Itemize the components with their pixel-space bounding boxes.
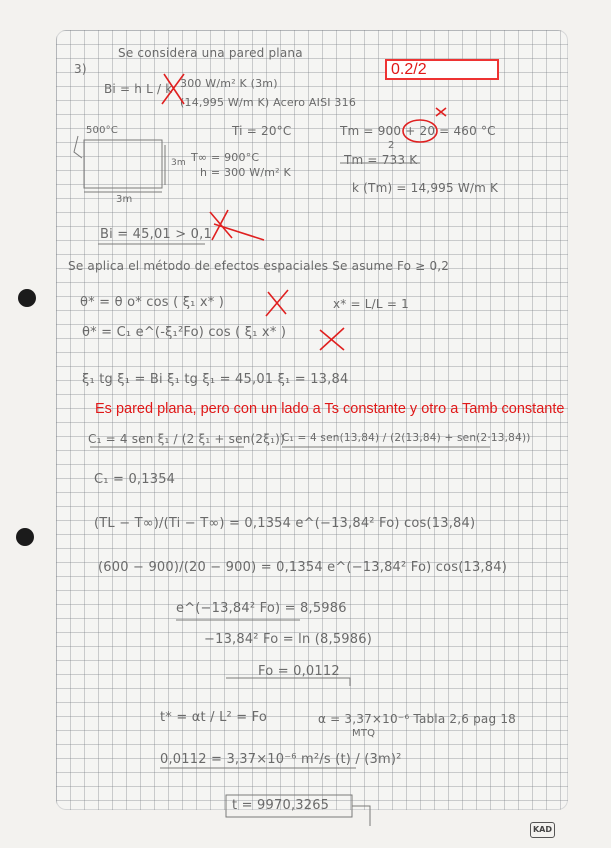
handwritten-t-star: t* = αt / L² = Fo xyxy=(160,710,268,725)
label-500c: 500°C xyxy=(86,125,119,136)
handwritten-theta-1: θ* = θ ο* cos ( ξ₁ x* ) xyxy=(80,295,225,310)
wall-diagram xyxy=(84,140,162,188)
handwritten-k: k (Tm) = 14,995 W/m K xyxy=(352,181,499,195)
handwritten-bi-values: 300 W/m² K (3m) xyxy=(180,77,278,90)
handwritten-c1-value: C₁ = 0,1354 xyxy=(94,472,176,487)
pencil-sketches xyxy=(74,136,490,826)
handwritten-c1-definition: C₁ = 4 sen ξ₁ / (2 ξ₁ + sen(2ξ₁)) xyxy=(88,432,285,446)
grade-box: 0.2/2 xyxy=(385,59,499,80)
handwritten-method: Se aplica el método de efectos espaciales Se asume Fo ≥ 0,2 xyxy=(68,259,450,273)
red-cross-theta1 xyxy=(266,290,288,316)
handwritten-fo-substitution: 0,0112 = 3,37×10⁻⁶ m²/s (t) / (3m)² xyxy=(160,752,402,767)
handwritten-title: Se considera una pared plana xyxy=(118,46,303,60)
handwritten-exponential: e^(−13,84² Fo) = 8,5986 xyxy=(176,601,347,616)
red-corrections xyxy=(162,74,446,350)
handwritten-mtq: MTQ xyxy=(352,728,376,739)
wall-hatch xyxy=(74,136,82,158)
handwritten-bi-result: Bi = 45,01 > 0,1 xyxy=(100,227,212,242)
handwritten-fo-result: Fo = 0,0112 xyxy=(258,664,340,679)
red-circle-tm xyxy=(403,120,437,142)
handwritten-ti: Ti = 20°C xyxy=(232,124,292,138)
handwritten-alpha: α = 3,37×10⁻⁶ Tabla 2,6 pag 18 xyxy=(318,712,516,726)
handwritten-t-result: t = 9970,3265 xyxy=(232,798,330,813)
red-cross-small xyxy=(436,108,446,116)
handwritten-xi: ξ₁ tg ξ₁ = Bi ξ₁ tg ξ₁ = 45,01 ξ₁ = 13,84 xyxy=(82,372,349,387)
handwritten-x-star: x* = L/L = 1 xyxy=(333,297,409,311)
teacher-comment: Es pared plana, pero con un lado a Ts constante y otro a Tamb constante xyxy=(95,401,565,417)
t-result-arrow xyxy=(352,806,370,826)
handwritten-theta-2: θ* = C₁ e^(-ξ₁²Fo) cos ( ξ₁ x* ) xyxy=(82,325,287,340)
red-cross-theta2 xyxy=(320,328,344,350)
notebook-brand-logo: KAD xyxy=(530,822,555,838)
label-h: h = 300 W/m² K xyxy=(200,166,291,179)
handwritten-c1-substitution: C₁ = 4 sen(13,84) / (2(13,84) + sen(2·13,84)) xyxy=(282,432,531,444)
handwritten-bi-formula: Bi = h L / k xyxy=(104,82,173,96)
handwritten-ratio: (TL − T∞)/(Ti − T∞) = 0,1354 e^(−13,84² Fo) cos(13,84) xyxy=(94,516,476,531)
red-cross-bi-result xyxy=(210,210,264,240)
problem-number: 3) xyxy=(74,62,87,76)
handwritten-tm: Tm = 900 + 20 = 460 °C xyxy=(340,124,496,138)
handwritten-ln: −13,84² Fo = ln (8,5986) xyxy=(204,632,372,647)
handwritten-tm-divisor: 2 xyxy=(388,140,395,151)
t-result-box xyxy=(226,795,352,817)
label-3m-side: 3m xyxy=(171,158,186,168)
label-t-infinity: T∞ = 900°C xyxy=(191,151,260,164)
handwritten-tm-kelvin: Tm = 733 K xyxy=(344,153,418,167)
fo-underline xyxy=(226,678,350,686)
handwritten-bi-values-2: (14,995 W/m K) Acero AISI 316 xyxy=(180,96,357,109)
label-3m-bottom: 3m xyxy=(116,194,133,205)
red-cross-bi xyxy=(162,74,184,104)
handwritten-ratio-numeric: (600 − 900)/(20 − 900) = 0,1354 e^(−13,84² Fo) cos(13,84) xyxy=(98,560,507,575)
